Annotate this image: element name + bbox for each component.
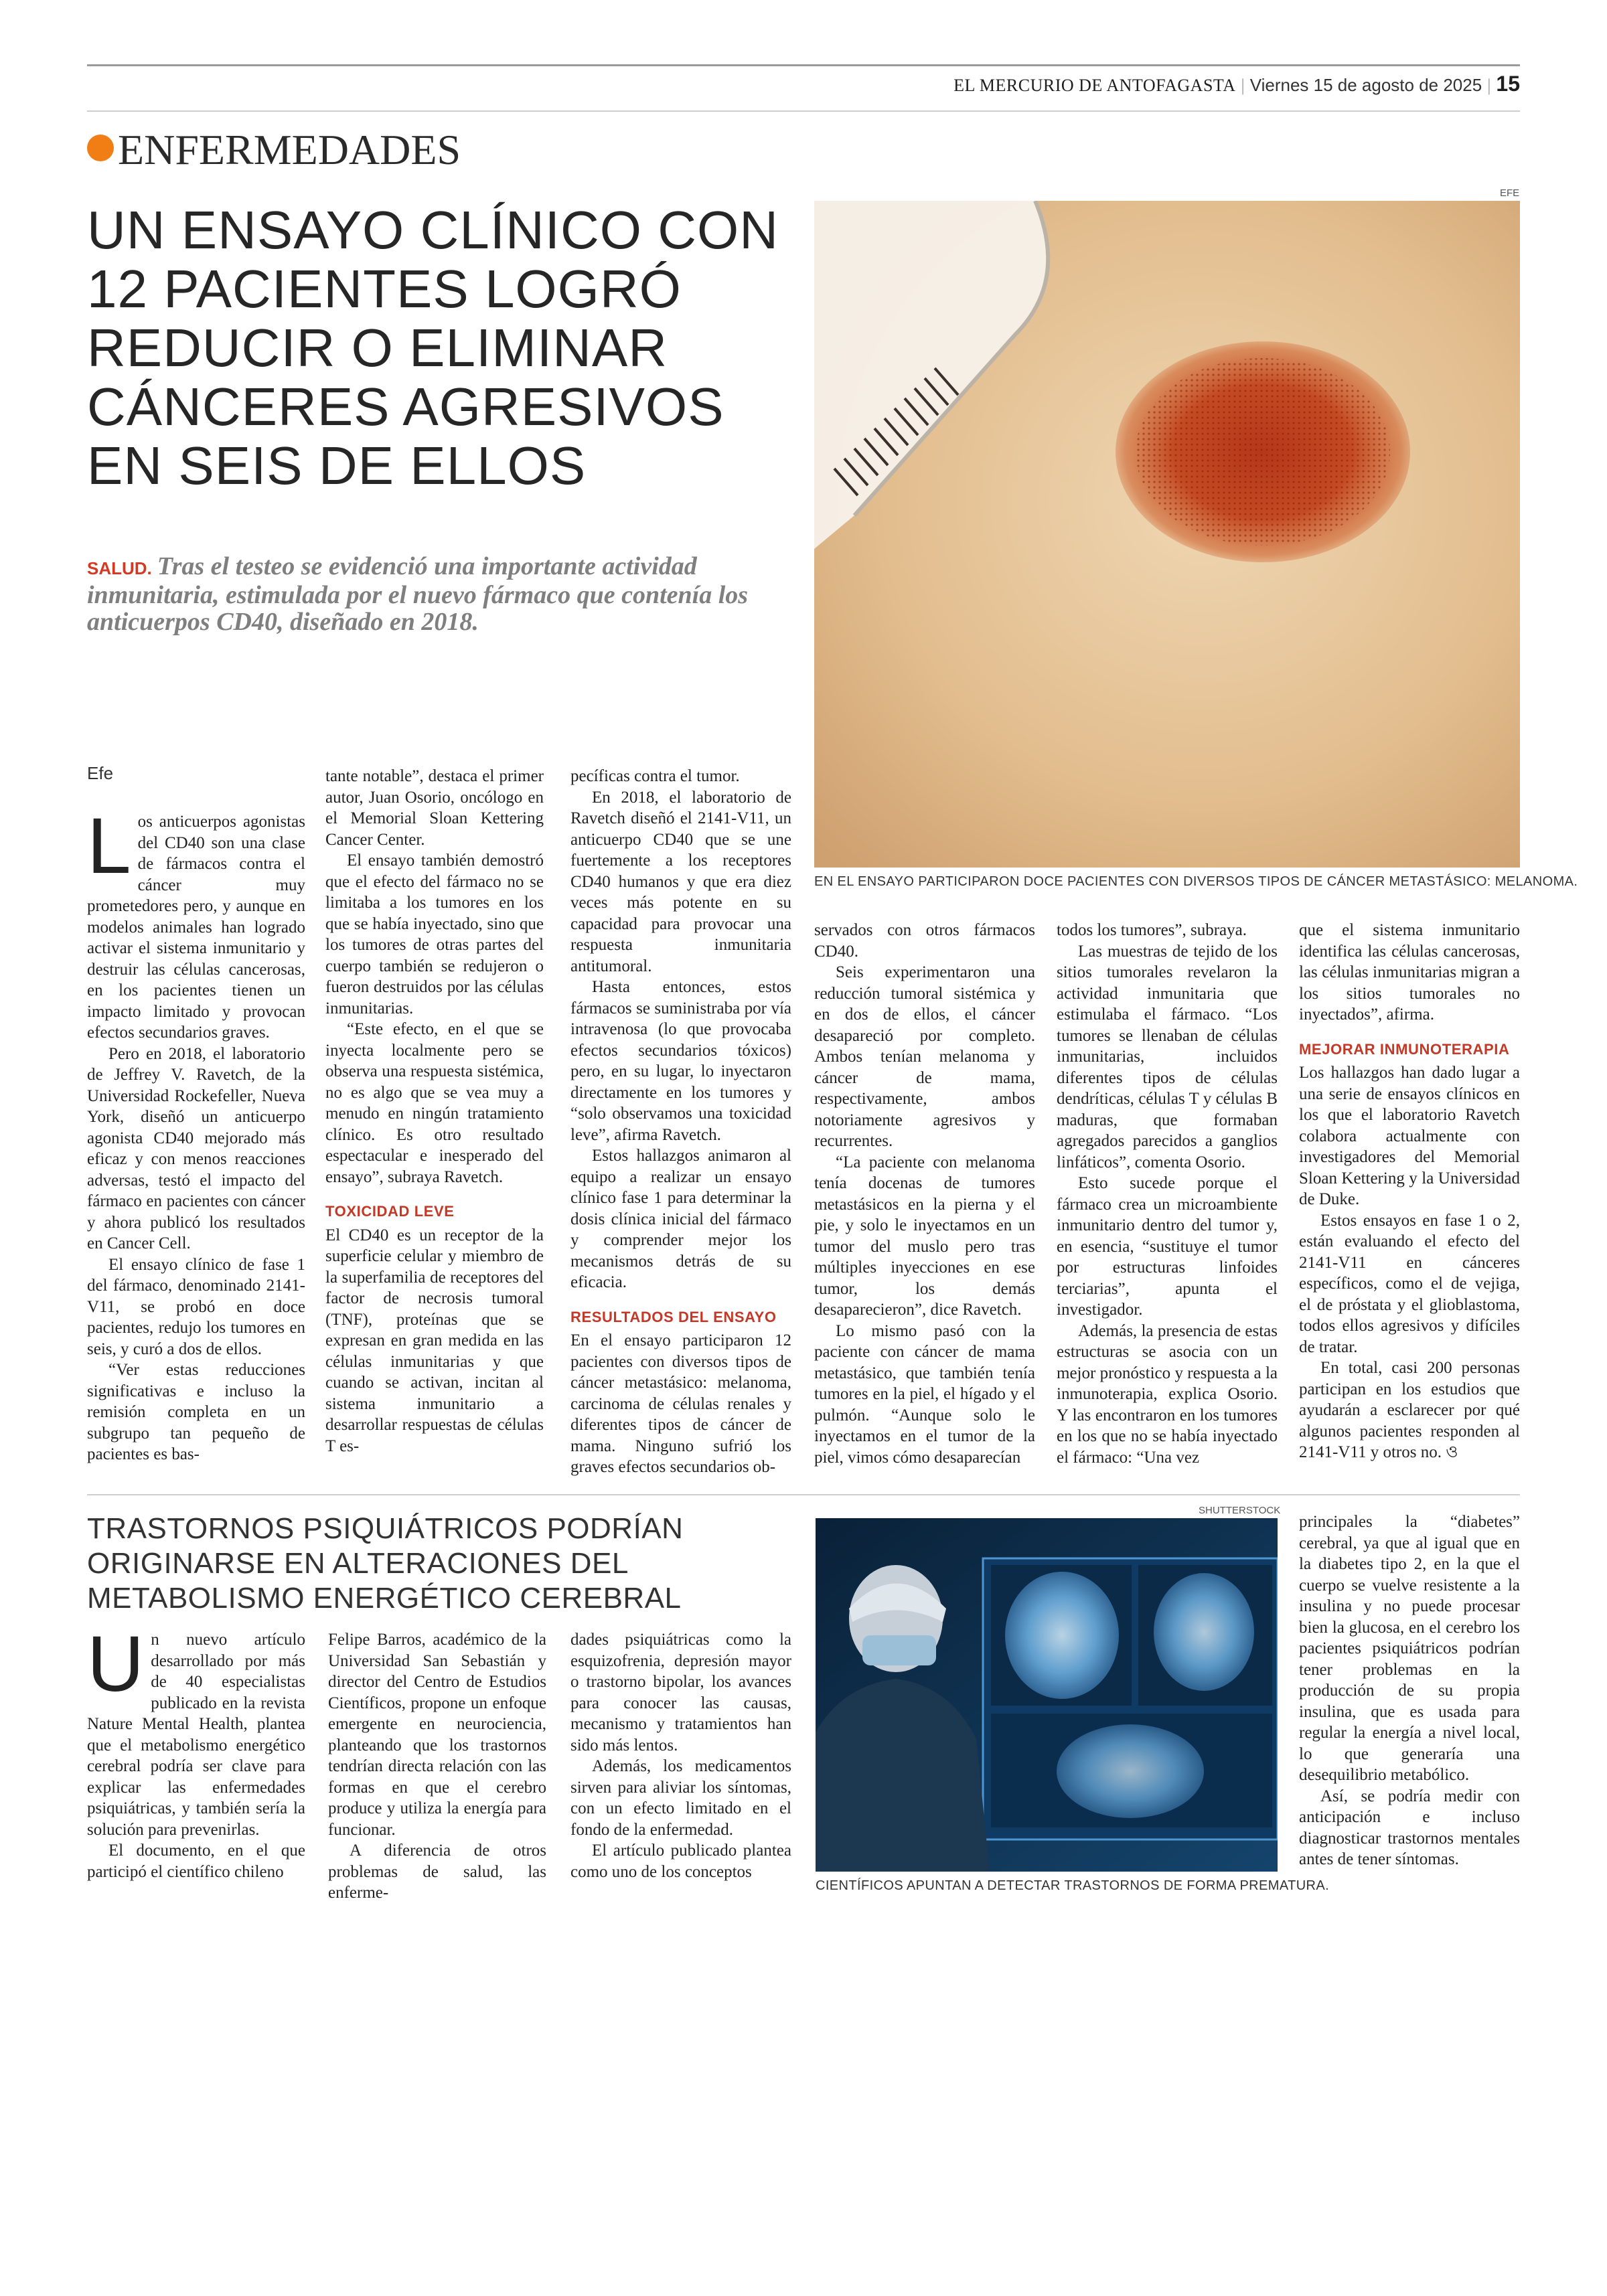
byline: Efe [87,763,114,783]
paragraph: dades psiquiátricas como la esquizofrenia, depresión mayor o trastorno bipolar, los avances para conocer las causas, mecanismo y tratamientos han sido más lentos. [570,1631,791,1754]
secondary-column-1 [87,1620,305,1882]
article-headline: UN ENSAYO CLÍNICO CON 12 PACIENTES LOGRÓ REDUCIR O ELIMINAR CÁNCERES AGRESIVOS EN SEIS DE ELLOS [87,200,779,495]
paragraph: A diferencia de otros problemas de salud, las enferme- [328,1841,546,1902]
section-label [87,126,461,173]
paragraph-text: En total, casi 200 personas participan en los estudios que ayudarán a esclarecer por qué algunos pacientes responden al 2141-V11 y otros no. [1299,1359,1520,1461]
paragraph: servados con otros fármacos CD40. [814,921,1035,961]
paragraph: “Este efecto, en el que se inyecta localmente pero se observa una respuesta sistémica, no es algo que se vea muy a menudo en ningún tratamiento clínico. Es otro resultado espectacular e inesperado del ensayo”, subraya Ravetch. [325,1020,544,1186]
page-header [87,64,1520,112]
scientist-photo [816,1518,1278,1872]
header-separator: | [1241,76,1245,95]
article-column-2 [325,766,544,1457]
kicker-tag: SALUD. [87,558,152,578]
article-divider [87,1494,1520,1495]
paragraph: Seis experimentaron una reducción tumoral sistémica y en dos de ellos, el cáncer desapareció por completo. Ambos tenían melanoma y cáncer de mama, respectivamente, ambos notoriamente agresivos y recurrentes. [814,963,1035,1150]
paragraph: pecíficas contra el tumor. [570,767,740,785]
end-mark-icon: ও [1446,1443,1458,1461]
photo-caption: CIENTÍFICOS APUNTAN A DETECTAR TRASTORNOS DE FORMA PREMATURA. [816,1878,1330,1893]
article-kicker [87,553,783,635]
melanoma-photo-image [814,201,1520,868]
article-column-5 [1057,920,1278,1468]
paragraph: El CD40 es un receptor de la superficie celular y miembro de la superfamilia de receptores del factor de necrosis tumoral (TNF), proteínas que se expresan en gran medida en las células inmunitarias y que cuando se activan, incitan al sistema inmunitario a desarrollar respuestas de células T es- [325,1226,544,1455]
article-column-1 [87,802,305,1465]
paragraph: El ensayo también demostró que el efecto del fármaco no se limitaba a los tumores en los que se había inyectado, sino que los tumores de otras partes del cuerpo también se redujeron o fueron destruidos por las células inmunitarias. [325,851,544,1017]
melanoma-photo [814,201,1520,868]
paragraph: Felipe Barros, académico de la Universidad San Sebastián y director del Centro de Estudios Científicos, propone un enfoque emergente en neurociencia, planteando que los trastornos tendrían directa relación con las formas en que el cerebro produce y utiliza la energía para funcionar. [328,1631,546,1839]
paragraph: todos los tumores”, subraya. [1057,921,1247,939]
paragraph [1299,1358,1520,1463]
paragraph: El ensayo clínico de fase 1 del fármaco, denominado 2141-V11, se probó en doce pacientes, redujo los tumores en seis, y curó a dos de ellos. [87,1255,305,1358]
paragraph: Estos ensayos en fase 1 o 2, están evaluando el efecto del 2141-V11 en cánceres específicos, como el de vejiga, el de próstata y el glioblastoma, todos ellos agresivos y difíciles de tratar. [1299,1211,1520,1356]
paragraph: Así, se podría medir con anticipación e incluso diagnosticar trastornos mentales antes de tener síntomas. [1299,1787,1520,1868]
paragraph: Estos hallazgos animaron al equipo a realizar un ensayo clínico fase 1 para determinar la dosis clínica inicial del fármaco y comprender mejor los mecanismos detrás de su eficacia. [570,1147,791,1291]
photo-credit: SHUTTERSTOCK [1199,1505,1281,1516]
paragraph: Además, los medicamentos sirven para aliviar los síntomas, con un efecto limitado en el fondo de la enfermedad. [570,1757,791,1839]
article-column-6 [1299,920,1520,1463]
paragraph: principales la “diabetes” cerebral, ya que al igual que en la diabetes tipo 2, en la que el cuerpo se vuelve resistente a la insulina y no puede procesar bien la glucosa, en el cerebro los pacientes psiquiátricos podrían tener problemas en la producción de su propia insulina, que es usada para regular la energía a nivel local, lo que generaría una desequilibrio metabólico. [1299,1513,1520,1784]
paragraph: Pero en 2018, el laboratorio de Jeffrey V. Ravetch, de la Universidad Rockefeller, Nueva York, diseñó un anticuerpo agonista CD40 mejorado más eficaz y con menos reacciones adversas, testó el impacto del fármaco en pacientes con cáncer y ahora publicó los resultados en Cancer Cell. [87,1044,305,1252]
paragraph: En el ensayo participaron 12 pacientes con diversos tipos de cáncer metastásico: melanoma, carcinoma de células renales y diferentes tipos de cáncer de mama. Ninguno sufrió los graves efectos secundarios ob- [570,1331,791,1476]
subheading: TOXICIDAD LEVE [325,1203,455,1220]
secondary-column-3 [570,1629,791,1882]
page-number: 15 [1496,72,1520,96]
article-column-3 [570,766,791,1478]
paragraph: El documento, en el que participó el científico chileno [87,1841,305,1881]
drop-cap: U [87,1620,145,1708]
secondary-headline: TRASTORNOS PSIQUIÁTRICOS PODRÍAN ORIGINARSE EN ALTERACIONES DEL METABOLISMO ENERGÉTICO CEREBRAL [87,1512,684,1615]
article-column-4 [814,920,1035,1468]
paragraph-text: os anticuerpos agonistas del CD40 son una clase de fármacos contra el cáncer muy prometedores pero, y aunque en modelos animales han logrado activar el sistema inmunitario y destruir las células cancerosas, en los pacientes tienen un impacto limitado y provocan efectos secundarios graves. [87,813,305,1042]
paragraph: que el sistema inmunitario identifica las células cancerosas, las células inmunitarias migran a los sitios tumorales no inyectados”, afirma. [1299,921,1520,1023]
paragraph: Además, la presencia de estas estructuras se asocia con un mejor pronóstico y respuesta a la inmunoterapia, explica Osorio. Y las encontraron en los tumores en los que no se había inyectado el fármaco: “Una vez [1057,1321,1278,1467]
paragraph: Las muestras de tejido de los sitios tumorales revelaron la actividad inmunitaria que estimulaba el fármaco. “Los tumores se llenaban de células inmunitarias, incluidos diferentes tipos de células dendríticas, células T y células B maduras, que formaban agregados parecidos a ganglios linfáticos”, comenta Osorio. [1057,942,1278,1171]
scientist-photo-image [816,1518,1278,1872]
secondary-column-2 [328,1629,546,1904]
kicker-text: Tras el testeo se evidenció una importante actividad inmunitaria, estimulada por el nuevo fármaco que contenía los anticuerpos CD40, diseñado en 2018. [87,552,749,636]
header-info [953,72,1520,96]
paragraph: Hasta entonces, estos fármacos se suministraba por vía intravenosa (lo que provocaba efectos secundarios tóxicos) pero, en su lugar, lo inyectaron directamente en los tumores y “solo observamos una toxicidad leve”, afirma Ravetch. [570,978,791,1144]
paragraph: “Ver estas reducciones significativas e incluso la remisión completa en un subgrupo tan pequeño de pacientes es bas- [87,1361,305,1463]
paragraph-text: n nuevo artículo desarrollado por más de 40 especialistas publicado en la revista Nature Mental Health, plantea que el metabolismo energético cerebral podría ser clave para explicar las enfermedades psiquiátricas, y también sería la solución para prevenirlas. [87,1631,305,1839]
paragraph: tante notable”, destaca el primer autor, Juan Osorio, oncólogo en el Memorial Sloan Kettering Cancer Center. [325,767,544,849]
header-separator: | [1487,76,1491,95]
subheading: MEJORAR INMUNOTERAPIA [1299,1040,1510,1058]
secondary-column-4 [1299,1511,1520,1870]
photo-credit: EFE [1500,187,1520,199]
paragraph [87,1620,305,1840]
subheading: RESULTADOS DEL ENSAYO [570,1308,777,1325]
paragraph: Los hallazgos han dado lugar a una serie de ensayos clínicos en los que el laboratorio Ravetch colabora actualmente con investigadores del Memorial Sloan Kettering y la Universidad de Duke. [1299,1064,1520,1208]
paragraph [87,802,305,1044]
paragraph: En 2018, el laboratorio de Ravetch diseñó el 2141-V11, un anticuerpo CD40 que se une fuertemente a los receptores CD40 humanos y que era diez veces más potente en su capacidad para provocar una respuesta inmunitaria antitumoral. [570,788,791,975]
paragraph: “La paciente con melanoma tenía docenas de tumores metastásicos en la pierna y el pie, y solo le inyectamos en un tumor del muslo pero tras múltiples inyecciones en ese tumor, los demás desaparecieron”, dice Ravetch. [814,1153,1035,1319]
issue-date: Viernes 15 de agosto de 2025 [1249,75,1482,95]
paragraph: El artículo publicado plantea como uno de los conceptos [570,1841,791,1881]
section-title: ENFERMEDADES [118,126,461,173]
paragraph: Lo mismo pasó con la paciente con cáncer de mama metastásico, que también tenía tumores en la piel, el hígado y el pulmón. “Aunque solo le inyectamos en el tumor de la piel, vimos cómo desaparecían [814,1321,1035,1467]
paragraph: Esto sucede porque el fármaco crea un microambiente inmunitario dentro del tumor y, en esencia, “sustituye el tumor por estructuras linfoides terciarias”, apunta el investigador. [1057,1174,1278,1319]
newspaper-name: EL MERCURIO DE ANTOFAGASTA [953,76,1236,95]
section-dot-icon [87,135,114,161]
drop-cap: L [87,802,131,890]
photo-caption: EN EL ENSAYO PARTICIPARON DOCE PACIENTES CON DIVERSOS TIPOS DE CÁNCER METASTÁSICO: MELANOMA. [814,874,1578,889]
